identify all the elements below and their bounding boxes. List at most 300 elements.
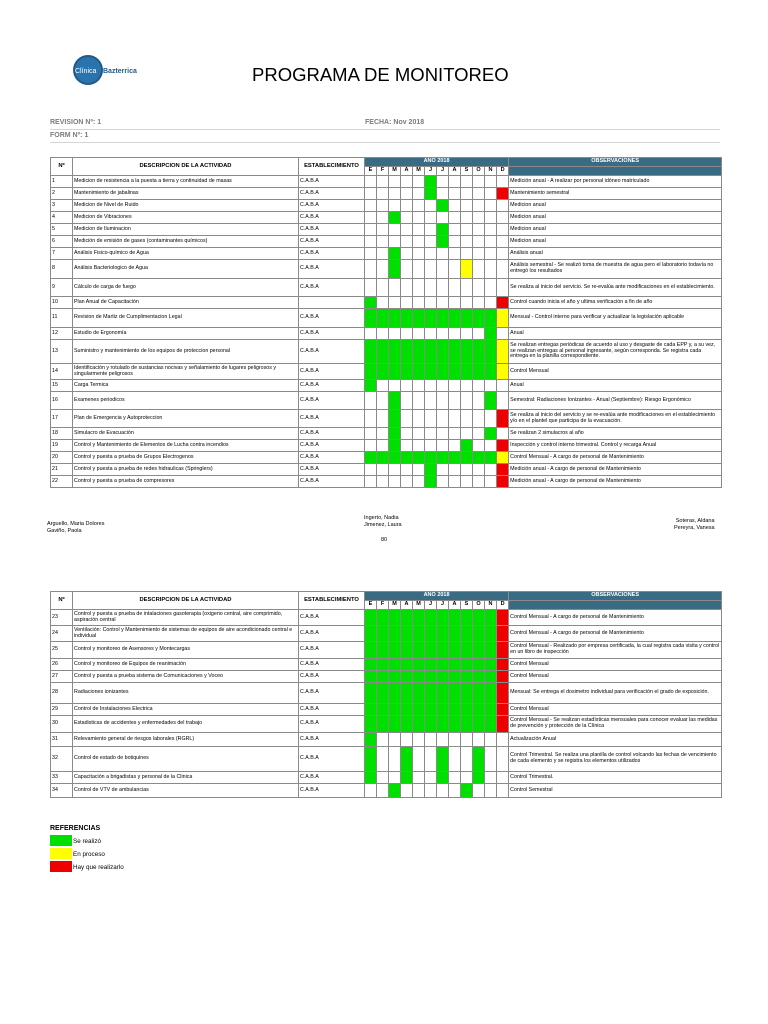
month-status-cell — [497, 188, 509, 200]
row-observation: Semestral: Radiaciones Ionizantes - Anual (Septiembre): Riesgo Ergonómico — [509, 392, 722, 410]
month-status-cell — [461, 428, 473, 440]
row-number: 24 — [51, 626, 73, 642]
table-row — [51, 279, 722, 297]
row-number: 14 — [51, 364, 73, 380]
row-establishment: C.A.B.A — [299, 452, 365, 464]
month-status-cell — [401, 236, 413, 248]
month-status-cell — [437, 260, 449, 279]
month-status-cell — [389, 464, 401, 476]
month-status-cell — [401, 610, 413, 626]
month-status-cell — [365, 200, 377, 212]
month-status-cell — [473, 236, 485, 248]
row-observation: Control Mensual - A cargo de personal de Mantenimiento — [509, 452, 722, 464]
month-status-cell — [437, 410, 449, 428]
month-status-cell — [485, 309, 497, 328]
table-row — [51, 212, 722, 224]
month-status-cell — [365, 410, 377, 428]
svg-text:Clínica: Clínica — [75, 68, 97, 75]
month-status-cell — [473, 328, 485, 340]
month-status-cell — [449, 440, 461, 452]
month-status-cell — [473, 176, 485, 188]
obs-header-blank — [509, 601, 722, 610]
row-description: Identificación y rotulado de sustancias nocivas y señalamiento de lugares peligrosos y singularmente peligrosos — [73, 364, 299, 380]
month-status-cell — [461, 683, 473, 704]
month-status-cell — [497, 440, 509, 452]
month-status-cell — [461, 784, 473, 798]
row-observation: Se realiza al inicio del servicio. Se re-evalúa ante modificaciones en el establecimiento. — [509, 279, 722, 297]
table-row — [51, 626, 722, 642]
month-status-cell — [485, 260, 497, 279]
month-status-cell — [473, 260, 485, 279]
month-status-cell — [365, 392, 377, 410]
month-status-cell — [485, 683, 497, 704]
month-header: O — [473, 167, 485, 176]
row-establishment: C.A.B.A — [299, 626, 365, 642]
month-status-cell — [413, 659, 425, 671]
month-status-cell — [497, 476, 509, 488]
month-status-cell — [449, 610, 461, 626]
row-number: 30 — [51, 716, 73, 733]
row-number: 16 — [51, 392, 73, 410]
month-status-cell — [377, 309, 389, 328]
table-row — [51, 784, 722, 798]
row-establishment: C.A.B.A — [299, 464, 365, 476]
month-status-cell — [461, 248, 473, 260]
month-status-cell — [401, 683, 413, 704]
month-status-cell — [377, 328, 389, 340]
page-number: 80 — [381, 537, 388, 543]
month-status-cell — [425, 476, 437, 488]
month-status-cell — [473, 671, 485, 683]
row-observation: Anual — [509, 328, 722, 340]
month-status-cell — [437, 328, 449, 340]
row-establishment: C.A.B.A — [299, 188, 365, 200]
month-status-cell — [497, 671, 509, 683]
month-status-cell — [473, 364, 485, 380]
row-description: Estudio de Ergonomía — [73, 328, 299, 340]
month-status-cell — [473, 476, 485, 488]
month-status-cell — [425, 747, 437, 772]
month-status-cell — [473, 733, 485, 747]
month-status-cell — [485, 297, 497, 309]
table-row — [51, 610, 722, 626]
row-observation: Actualización Anual — [509, 733, 722, 747]
month-status-cell — [425, 733, 437, 747]
month-status-cell — [401, 392, 413, 410]
month-status-cell — [485, 704, 497, 716]
month-status-cell — [461, 452, 473, 464]
month-status-cell — [497, 328, 509, 340]
month-status-cell — [461, 747, 473, 772]
month-status-cell — [461, 260, 473, 279]
row-establishment: C.A.B.A — [299, 671, 365, 683]
month-status-cell — [449, 380, 461, 392]
month-status-cell — [413, 328, 425, 340]
month-status-cell — [413, 626, 425, 642]
month-status-cell — [425, 772, 437, 784]
month-status-cell — [425, 452, 437, 464]
row-observation: Medicion anual — [509, 200, 722, 212]
month-status-cell — [377, 659, 389, 671]
month-status-cell — [473, 248, 485, 260]
row-description: Examenes periodicos — [73, 392, 299, 410]
month-status-cell — [389, 704, 401, 716]
month-status-cell — [497, 260, 509, 279]
row-number: 3 — [51, 200, 73, 212]
month-status-cell — [425, 260, 437, 279]
row-description: Suministro y mantenimiento de los equipos de proteccion personal — [73, 340, 299, 364]
month-status-cell — [461, 340, 473, 364]
month-status-cell — [365, 704, 377, 716]
signature-left — [47, 521, 104, 534]
row-number: 28 — [51, 683, 73, 704]
month-status-cell — [485, 452, 497, 464]
month-status-cell — [413, 188, 425, 200]
month-status-cell — [473, 440, 485, 452]
month-status-cell — [389, 340, 401, 364]
month-status-cell — [485, 410, 497, 428]
table-row — [51, 747, 722, 772]
month-status-cell — [497, 733, 509, 747]
month-header: D — [497, 601, 509, 610]
row-observation: Análisis anual — [509, 248, 722, 260]
row-observation: Control Trimestral. — [509, 772, 722, 784]
month-status-cell — [413, 364, 425, 380]
month-status-cell — [473, 642, 485, 659]
month-status-cell — [497, 380, 509, 392]
month-status-cell — [461, 704, 473, 716]
month-status-cell — [425, 340, 437, 364]
month-status-cell — [485, 279, 497, 297]
table-row — [51, 772, 722, 784]
month-status-cell — [413, 784, 425, 798]
month-status-cell — [461, 364, 473, 380]
month-status-cell — [413, 410, 425, 428]
month-status-cell — [401, 733, 413, 747]
month-status-cell — [413, 610, 425, 626]
month-status-cell — [413, 392, 425, 410]
row-establishment: C.A.B.A — [299, 340, 365, 364]
legend-label-todo: Hay que realizarlo — [73, 864, 124, 871]
month-status-cell — [377, 642, 389, 659]
month-header: M — [413, 167, 425, 176]
month-status-cell — [497, 364, 509, 380]
row-establishment: C.A.B.A — [299, 747, 365, 772]
row-description: Control y puesta a prueba sistema de Comunicaciones y Voceo — [73, 671, 299, 683]
month-status-cell — [401, 428, 413, 440]
row-number: 15 — [51, 380, 73, 392]
month-status-cell — [497, 784, 509, 798]
month-status-cell — [389, 200, 401, 212]
row-number: 19 — [51, 440, 73, 452]
month-header: S — [461, 601, 473, 610]
month-status-cell — [413, 440, 425, 452]
row-observation: Mensual - Control interno para verificar y actualizar la legislación aplicable — [509, 309, 722, 328]
row-establishment: C.A.B.A — [299, 212, 365, 224]
row-description: Control de Instalaciones Electrica — [73, 704, 299, 716]
month-status-cell — [389, 476, 401, 488]
col-year: AÑO 2018 — [365, 592, 509, 601]
month-status-cell — [449, 428, 461, 440]
row-number: 33 — [51, 772, 73, 784]
row-establishment: C.A.B.A — [299, 410, 365, 428]
row-observation: Control Mensual - A cargo de personal de Mantenimiento — [509, 626, 722, 642]
month-status-cell — [413, 236, 425, 248]
row-observation: Se realizan entregas periódicas de acuerdo al uso y desgaste de cada EPP y, a su vez, se realizan entregas al personal ingresante, según corresponda. Se registra cada entrega en la planilla correspondiente. — [509, 340, 722, 364]
month-status-cell — [365, 476, 377, 488]
month-status-cell — [485, 364, 497, 380]
month-status-cell — [437, 716, 449, 733]
month-status-cell — [425, 200, 437, 212]
month-status-cell — [389, 440, 401, 452]
month-status-cell — [485, 248, 497, 260]
month-status-cell — [485, 626, 497, 642]
month-status-cell — [389, 212, 401, 224]
month-status-cell — [449, 704, 461, 716]
month-status-cell — [377, 464, 389, 476]
row-description: Carga Termica — [73, 380, 299, 392]
month-status-cell — [413, 380, 425, 392]
month-status-cell — [401, 716, 413, 733]
month-status-cell — [461, 626, 473, 642]
month-status-cell — [473, 772, 485, 784]
month-status-cell — [461, 476, 473, 488]
month-status-cell — [497, 236, 509, 248]
month-status-cell — [449, 784, 461, 798]
month-status-cell — [437, 248, 449, 260]
month-status-cell — [437, 297, 449, 309]
month-status-cell — [377, 364, 389, 380]
month-header: J — [425, 167, 437, 176]
row-number: 27 — [51, 671, 73, 683]
signature-name: Pereyra, Vanesa — [674, 524, 715, 531]
month-status-cell — [461, 671, 473, 683]
legend-swatch-progress — [50, 848, 72, 859]
month-status-cell — [497, 642, 509, 659]
month-status-cell — [461, 464, 473, 476]
month-status-cell — [377, 772, 389, 784]
month-status-cell — [389, 659, 401, 671]
month-status-cell — [437, 200, 449, 212]
revision-number: REVISION Nº: 1 — [50, 119, 102, 126]
month-status-cell — [449, 248, 461, 260]
month-status-cell — [413, 224, 425, 236]
month-status-cell — [401, 671, 413, 683]
month-status-cell — [389, 733, 401, 747]
month-status-cell — [377, 248, 389, 260]
month-status-cell — [461, 410, 473, 428]
row-description: Control y Mantenimiento de Elementos de Lucha contra incendios — [73, 440, 299, 452]
row-observation: Mantenimiento semestral — [509, 188, 722, 200]
month-status-cell — [437, 476, 449, 488]
month-header: E — [365, 167, 377, 176]
month-status-cell — [425, 704, 437, 716]
row-number: 12 — [51, 328, 73, 340]
row-observation: Control cuando inicia el año y ultima verificación a fin de año — [509, 297, 722, 309]
month-status-cell — [485, 642, 497, 659]
month-status-cell — [365, 464, 377, 476]
month-status-cell — [437, 224, 449, 236]
month-header: M — [389, 167, 401, 176]
month-status-cell — [389, 188, 401, 200]
col-obs: OBSERVACIONES — [509, 592, 722, 601]
month-status-cell — [365, 772, 377, 784]
row-observation: Medicion anual — [509, 224, 722, 236]
row-establishment: C.A.B.A — [299, 704, 365, 716]
month-status-cell — [401, 340, 413, 364]
month-status-cell — [377, 733, 389, 747]
month-status-cell — [437, 380, 449, 392]
row-observation: Control Mensual — [509, 671, 722, 683]
month-status-cell — [401, 440, 413, 452]
month-status-cell — [401, 224, 413, 236]
month-status-cell — [377, 626, 389, 642]
month-status-cell — [473, 224, 485, 236]
table-row — [51, 671, 722, 683]
row-establishment: C.A.B.A — [299, 279, 365, 297]
month-status-cell — [377, 380, 389, 392]
month-status-cell — [485, 747, 497, 772]
table-row — [51, 236, 722, 248]
month-status-cell — [473, 464, 485, 476]
month-status-cell — [461, 279, 473, 297]
row-number: 21 — [51, 464, 73, 476]
table-row — [51, 464, 722, 476]
month-status-cell — [485, 212, 497, 224]
row-establishment: C.A.B.A — [299, 328, 365, 340]
month-status-cell — [473, 392, 485, 410]
month-status-cell — [485, 200, 497, 212]
month-status-cell — [449, 297, 461, 309]
month-header: A — [401, 601, 413, 610]
month-status-cell — [425, 671, 437, 683]
table-1-body — [51, 176, 722, 488]
row-establishment: C.A.B.A — [299, 440, 365, 452]
month-status-cell — [389, 428, 401, 440]
month-status-cell — [461, 642, 473, 659]
month-status-cell — [365, 440, 377, 452]
month-status-cell — [437, 733, 449, 747]
month-status-cell — [437, 364, 449, 380]
month-status-cell — [425, 716, 437, 733]
month-status-cell — [425, 428, 437, 440]
month-status-cell — [377, 428, 389, 440]
month-header: E — [365, 601, 377, 610]
month-status-cell — [473, 659, 485, 671]
row-observation: Se realizan 2 simulacros al año — [509, 428, 722, 440]
month-status-cell — [413, 248, 425, 260]
row-observation: Medición anual - A cargo de personal de Mantenimiento — [509, 476, 722, 488]
month-status-cell — [449, 733, 461, 747]
month-status-cell — [365, 626, 377, 642]
month-status-cell — [449, 464, 461, 476]
month-status-cell — [365, 309, 377, 328]
month-status-cell — [485, 784, 497, 798]
month-status-cell — [473, 704, 485, 716]
month-status-cell — [473, 309, 485, 328]
month-header: A — [401, 167, 413, 176]
row-description: Medicion de Vibraciones — [73, 212, 299, 224]
row-number: 13 — [51, 340, 73, 364]
row-establishment: C.A.B.A — [299, 610, 365, 626]
month-status-cell — [473, 428, 485, 440]
fecha: FECHA: Nov 2018 — [365, 119, 425, 126]
month-status-cell — [389, 248, 401, 260]
month-status-cell — [449, 772, 461, 784]
month-status-cell — [389, 260, 401, 279]
month-status-cell — [389, 224, 401, 236]
row-establishment: C.A.B.A — [299, 176, 365, 188]
col-num: Nº — [51, 592, 73, 610]
month-status-cell — [389, 176, 401, 188]
row-number: 5 — [51, 224, 73, 236]
month-status-cell — [425, 236, 437, 248]
month-status-cell — [425, 176, 437, 188]
row-establishment: C.A.B.A — [299, 392, 365, 410]
month-status-cell — [413, 476, 425, 488]
month-status-cell — [377, 176, 389, 188]
row-number: 17 — [51, 410, 73, 428]
month-status-cell — [401, 260, 413, 279]
month-status-cell — [473, 340, 485, 364]
month-status-cell — [437, 452, 449, 464]
row-establishment: C.A.B.A — [299, 716, 365, 733]
month-status-cell — [425, 212, 437, 224]
table-row — [51, 428, 722, 440]
month-status-cell — [389, 716, 401, 733]
month-status-cell — [389, 772, 401, 784]
month-status-cell — [485, 188, 497, 200]
month-status-cell — [449, 188, 461, 200]
month-status-cell — [437, 784, 449, 798]
col-estab: ESTABLECIMIENTO — [299, 158, 365, 176]
month-status-cell — [461, 212, 473, 224]
month-status-cell — [449, 224, 461, 236]
month-status-cell — [377, 683, 389, 704]
row-observation: Control Semestral — [509, 784, 722, 798]
row-establishment: C.A.B.A — [299, 364, 365, 380]
month-status-cell — [401, 200, 413, 212]
month-status-cell — [365, 716, 377, 733]
month-status-cell — [377, 440, 389, 452]
row-description: Cálculo de carga de fuego — [73, 279, 299, 297]
month-status-cell — [413, 297, 425, 309]
month-status-cell — [413, 772, 425, 784]
month-status-cell — [437, 747, 449, 772]
table-row — [51, 704, 722, 716]
row-number: 34 — [51, 784, 73, 798]
month-status-cell — [425, 464, 437, 476]
month-status-cell — [497, 224, 509, 236]
month-status-cell — [485, 428, 497, 440]
row-description: Análisis Bacteriologico de Agua — [73, 260, 299, 279]
month-status-cell — [497, 716, 509, 733]
row-number: 29 — [51, 704, 73, 716]
row-description: Plan de Emergencia y Autoproteccion — [73, 410, 299, 428]
month-header: J — [425, 601, 437, 610]
month-status-cell — [401, 626, 413, 642]
month-status-cell — [449, 659, 461, 671]
month-status-cell — [413, 716, 425, 733]
month-status-cell — [377, 716, 389, 733]
month-status-cell — [473, 626, 485, 642]
row-observation: Control Mensual — [509, 659, 722, 671]
month-status-cell — [449, 747, 461, 772]
month-status-cell — [389, 364, 401, 380]
row-establishment: C.A.B.A — [299, 476, 365, 488]
month-header: D — [497, 167, 509, 176]
month-status-cell — [401, 452, 413, 464]
